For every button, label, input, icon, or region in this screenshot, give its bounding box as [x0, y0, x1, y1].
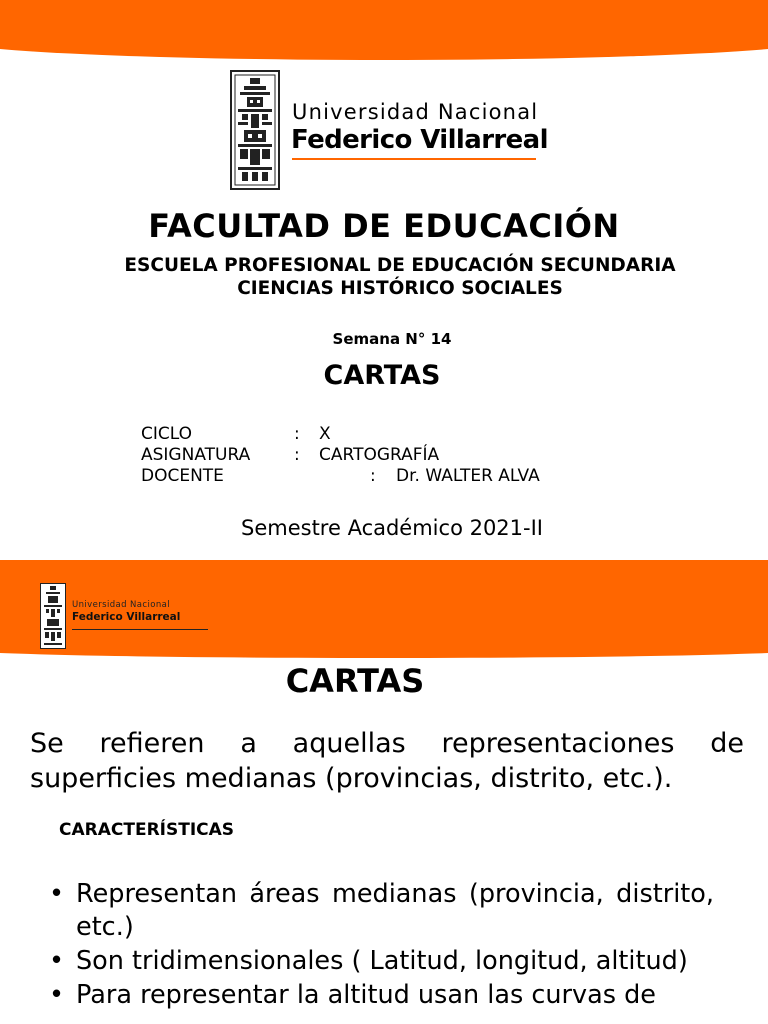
faculty-title: FACULTAD DE EDUCACIÓN — [148, 207, 620, 245]
university-name-line1: Universidad Nacional — [292, 100, 539, 124]
list-item — [46, 979, 714, 1012]
school-line-2: CIENCIAS HISTÓRICO SOCIALES — [237, 278, 563, 299]
school-name — [0, 254, 768, 300]
bullet-icon: • — [49, 879, 65, 909]
info-value: Dr. WALTER ALVA — [396, 466, 540, 486]
info-label: CICLO — [141, 424, 192, 444]
info-colon: : — [294, 445, 300, 465]
stela-emblem-icon — [230, 70, 280, 190]
list-item — [46, 878, 714, 944]
info-label: DOCENTE — [141, 466, 224, 486]
list-item — [46, 945, 714, 978]
school-line-1: ESCUELA PROFESIONAL DE EDUCACIÓN SECUNDARIA — [124, 255, 676, 276]
university-name-line2: Federico Villarreal — [291, 125, 548, 155]
list-item-text: Para representar la altitud usan las curvas de — [76, 980, 656, 1010]
bullet-icon: • — [49, 980, 65, 1010]
university-name-line2: Federico Villarreal — [72, 611, 181, 623]
top-orange-band — [0, 0, 768, 60]
info-value: CARTOGRAFÍA — [319, 445, 440, 465]
slide-title: CARTAS — [323, 360, 441, 391]
bullet-icon: • — [49, 946, 65, 976]
info-colon: : — [370, 466, 376, 486]
university-logo — [230, 70, 548, 190]
list-item-text: Representan áreas medianas (provincia, distrito, etc.) — [76, 879, 714, 942]
slide-title: CARTAS — [285, 662, 425, 700]
university-logo-small — [40, 583, 210, 649]
info-value: X — [319, 424, 331, 444]
list-item-text: Son tridimensionales ( Latitud, longitud, altitud) — [76, 946, 688, 976]
definition-paragraph: Se refieren a aquellas representaciones de superficies medianas (provincias, distrito, etc.). — [30, 728, 744, 794]
stela-emblem-icon — [40, 583, 66, 649]
week-label: Semana N° 14 — [332, 330, 452, 348]
info-colon: : — [294, 424, 300, 444]
university-name-line1: Universidad Nacional — [72, 600, 170, 610]
semester-label: Semestre Académico 2021-II — [241, 516, 543, 540]
info-label: ASIGNATURA — [141, 445, 251, 465]
content-slide — [0, 560, 768, 1024]
characteristics-list — [46, 878, 714, 1013]
logo-underline — [292, 158, 536, 160]
logo-underline — [72, 629, 208, 630]
characteristics-heading: CARACTERÍSTICAS — [59, 820, 235, 840]
